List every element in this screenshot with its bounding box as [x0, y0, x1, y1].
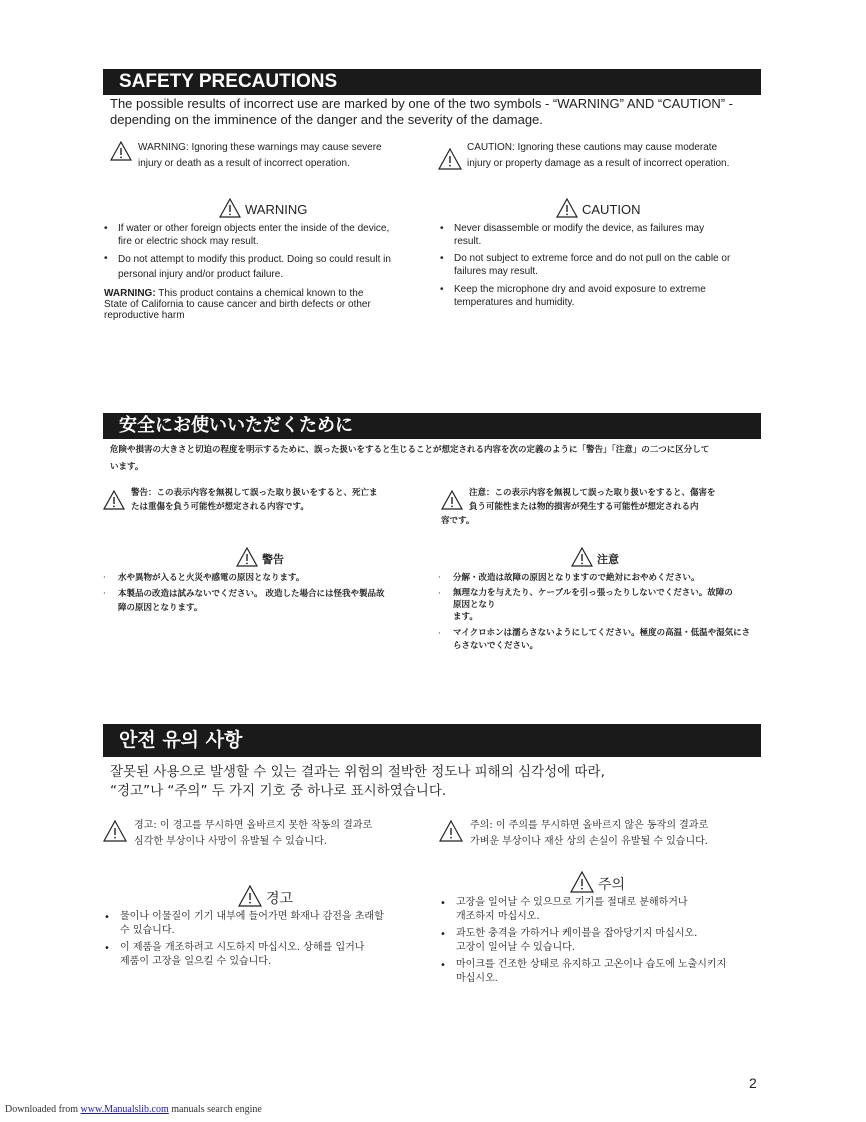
warning-symbol-text-ja: 警告：この表示内容を無視して誤った取り扱いをすると、死亡ま たは重傷を負う可能性が想定される内容です。: [131, 488, 378, 512]
bullet: ·: [438, 573, 441, 583]
caution-item-ja: マイクロホンは濡らさないようにしてください。極度の高温・低温や湿気にさ らさないでください。: [453, 628, 751, 651]
bullet: •: [440, 929, 446, 940]
manualslib-link[interactable]: www.Manualslib.com: [80, 1104, 169, 1115]
intro-ja-line1: 危険や損害の大きさと切迫の程度を明示するために、誤った扱いをすると生じることが想定される内容を次の定義のように「警告」「注意」の二つに区分して: [110, 445, 710, 455]
warning-heading-ja: [236, 547, 284, 570]
caution-symbol-text-ko: 주의: 이 주의를 무시하면 올바르지 않은 동작의 결과로 가벼운 부상이나 재산 상의 손실이 유발될 수 있습니다.: [470, 820, 709, 847]
prop65-warning: [104, 288, 371, 321]
caution-heading-label: 주의: [598, 877, 626, 893]
caution-symbol-text-ja-tail: 容です。: [441, 516, 475, 526]
caution-heading-ja: [571, 547, 619, 570]
bullet: ·: [438, 629, 441, 639]
caution-item-ko: 고장을 일어날 수 있으므로 기기를 절대로 분해하거나 개조하지 마십시오.: [456, 897, 688, 922]
bullet: •: [440, 253, 444, 264]
bullet: •: [440, 284, 444, 295]
warning-heading-en: [219, 198, 307, 221]
caution-heading-label: CAUTION: [582, 202, 641, 217]
bullet: •: [104, 912, 110, 923]
bullet: •: [104, 223, 108, 234]
warning-heading-label: 警告: [262, 552, 284, 566]
warning-triangle-icon: [238, 885, 262, 911]
caution-symbol-text-ja: 注意：この表示内容を無視して誤った取り扱いをすると、傷害を 負う可能性または物的損害が発生する可能性が想定される内: [469, 488, 716, 512]
caution-heading-label: 注意: [597, 552, 619, 566]
warning-triangle-icon: [110, 141, 132, 161]
warning-triangle-icon: [236, 547, 258, 570]
warning-triangle-icon: [219, 198, 241, 221]
caution-item-ja: 無理な力を与えたり、ケーブルを引っ張ったりしないでください。故障の 原因となり ます。: [453, 588, 733, 622]
warning-item-ko: 이 제품을 개조하려고 시도하지 마십시오. 상해를 입거나 제품이 고장을 일으킬 수 있습니다.: [120, 942, 365, 967]
caution-item-en: Never disassemble or modify the device, as failures may result.: [454, 223, 705, 247]
intro-ja-line2: います。: [110, 462, 144, 472]
intro-ko-line2: “경고”나 “주의” 두 가지 기호 중 하나로 표시하였습니다.: [110, 783, 447, 799]
warning-triangle-icon: [441, 490, 463, 510]
caution-item-ja: 分解・改造は故障の原因となりますので絶対におやめください。: [453, 573, 700, 583]
bullet: •: [440, 898, 446, 909]
caution-item-ko: 마이크를 건조한 상태로 유지하고 고온이나 습도에 노출시키지 마십시오.: [456, 959, 727, 984]
bullet: ·: [103, 589, 106, 599]
bullet: •: [104, 253, 108, 264]
section-title-en: SAFETY PRECAUTIONS: [103, 69, 761, 95]
warning-heading-ko: [238, 885, 293, 911]
caution-heading-ko: [570, 871, 625, 897]
intro-ko: [110, 763, 605, 801]
warning-item-en: If water or other foreign objects enter the inside of the device, fire or electric shock may result.: [118, 223, 390, 247]
bullet: •: [104, 943, 110, 954]
bullet: ·: [438, 589, 441, 599]
warning-triangle-icon: [103, 490, 125, 510]
section-title-ko: 안전 유의 사항: [103, 724, 761, 757]
caution-item-en: Keep the microphone dry and avoid exposure to extreme temperatures and humidity.: [454, 284, 706, 308]
warning-triangle-icon: [438, 148, 462, 170]
prop65-label: WARNING:: [104, 288, 156, 299]
intro-en: [110, 96, 733, 128]
caution-item-ko: 과도한 충격을 가하거나 케이블을 잡아당기지 마십시오. 고장이 일어날 수 있습니다.: [456, 928, 698, 953]
warning-heading-label: 경고: [266, 891, 294, 907]
intro-ko-line1: 잘못된 사용으로 발생할 수 있는 결과는 위험의 절박한 정도나 피해의 심각성에 따라,: [110, 764, 605, 780]
page-number: 2: [749, 1075, 757, 1091]
prop65-text: This product contains a chemical known to the State of California to cause cancer and birth defects or other reproductive harm: [104, 288, 371, 321]
bullet: ·: [103, 573, 106, 583]
warning-triangle-icon: [571, 547, 593, 570]
warning-triangle-icon: [556, 198, 578, 221]
warning-symbol-text-en: WARNING: Ignoring these warnings may cause severe injury or death as a result of incorrect operation.: [138, 142, 382, 169]
download-footer: [5, 1104, 262, 1115]
warning-item-ja: 本製品の改造は試みないでください。 改造した場合には怪我や製品故 障の原因となります。: [118, 589, 385, 613]
caution-item-en: Do not subject to extreme force and do not pull on the cable or failures may result.: [454, 253, 731, 277]
bullet: •: [440, 960, 446, 971]
warning-triangle-icon: [103, 820, 127, 842]
caution-heading-en: [556, 198, 641, 221]
section-title-ja: 安全にお使いいただくために: [103, 413, 761, 439]
footer-suffix: manuals search engine: [168, 1104, 262, 1115]
intro-en-line1: The possible results of incorrect use are marked by one of the two symbols - “WARNING” AND “CAUTION” -: [110, 96, 733, 111]
warning-triangle-icon: [439, 820, 463, 842]
bullet: •: [440, 223, 444, 234]
warning-heading-label: WARNING: [245, 202, 308, 217]
warning-item-ko: 물이나 이물질이 기기 내부에 들어가면 화재나 감전을 초래할 수 있습니다.: [120, 911, 384, 936]
warning-symbol-text-ko: 경고: 이 경고를 무시하면 올바르지 못한 작동의 결과로 심각한 부상이나 사망이 유발될 수 있습니다.: [134, 820, 373, 847]
caution-symbol-text-en: CAUTION: Ignoring these cautions may cause moderate injury or property damage as a result of incorrect operation.: [467, 142, 730, 169]
footer-prefix: Downloaded from: [5, 1104, 81, 1115]
warning-item-ja: 水や異物が入ると火災や感電の原因となります。: [118, 573, 305, 583]
warning-triangle-icon: [570, 871, 594, 897]
intro-ja: [110, 442, 709, 476]
intro-en-line2: depending on the imminence of the danger and the severity of the damage.: [110, 112, 543, 127]
warning-item-en: Do not attempt to modify this product. Doing so could result in personal injury and/or product failure.: [118, 254, 391, 280]
